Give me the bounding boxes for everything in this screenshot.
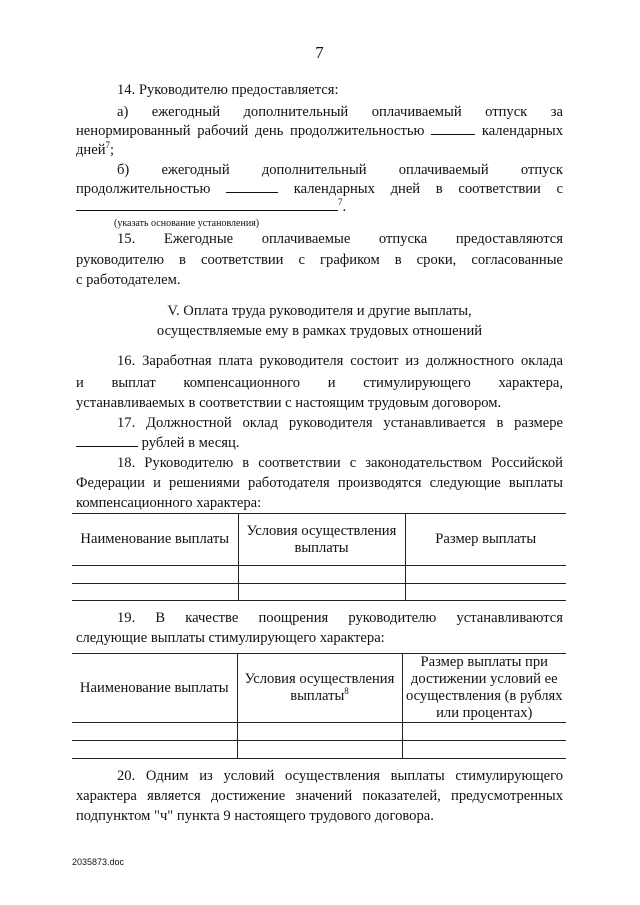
p14-b-line3 (76, 198, 563, 216)
p18-line3: компенсационного характера: (76, 495, 262, 511)
p20-line3: подпунктом "ч" пункта 9 настоящего трудового договора. (76, 808, 434, 824)
p19-line2: следующие выплаты стимулирующего характера: (76, 630, 385, 646)
text: ; (110, 142, 115, 158)
text: . (342, 199, 347, 215)
p14-b-line2 (76, 180, 563, 198)
p14-a-line3 (76, 141, 563, 159)
text: Условия осуществления выплаты (244, 671, 395, 704)
text: продолжительностью (76, 181, 211, 197)
p16-line3: устанавливаемых в соответствии с настоящим трудовым договором. (76, 395, 502, 411)
footnote-ref: 7 (338, 197, 343, 208)
incentive-table (72, 653, 566, 759)
header-conditions (237, 654, 402, 723)
text: дней (76, 142, 106, 158)
blank-field (226, 180, 278, 193)
cell (72, 741, 237, 759)
cell (237, 723, 402, 741)
table-row (72, 566, 566, 584)
p20-line1: 20. Одним из условий осуществления выплаты стимулирующего (117, 768, 563, 784)
table-row (72, 741, 566, 759)
cell (405, 566, 566, 584)
compensation-table (72, 513, 566, 601)
p17-line1: 17. Должностной оклад руководителя устанавливается в размере (117, 415, 563, 431)
basis-caption: (указать основание установления) (114, 218, 260, 229)
page-number: 7 (315, 43, 324, 62)
table-row (72, 584, 566, 601)
footnote-ref: 7 (105, 140, 111, 151)
p16-line2: и выплат компенсационного и стимулирующего характера, (76, 375, 563, 391)
p15-line2: руководителю в соответствии с графиком в сроки, согласованные (76, 252, 563, 268)
cell (72, 566, 238, 584)
cell (72, 723, 237, 741)
header-amount: Размер выплаты при достижении условий ее осуществления (в рублях или процентах) (402, 654, 566, 723)
text: календарных дней в соответствии с (293, 181, 563, 197)
section-heading-2: осуществляемые ему в рамках трудовых отношений (156, 323, 483, 339)
p14-title: 14. Руководителю предоставляется: (117, 82, 339, 98)
p15-line1: 15. Ежегодные оплачиваемые отпуска предоставляются (117, 231, 563, 247)
cell (405, 584, 566, 601)
p17-line2 (76, 434, 563, 452)
footnote-ref: 8 (344, 686, 349, 697)
text: рублей в месяц. (141, 435, 240, 451)
blank-basis-field (76, 198, 338, 211)
header-name: Наименование выплаты (72, 654, 237, 723)
table-header-row (72, 654, 566, 723)
blank-field (431, 122, 475, 135)
p18-line2: Федерации и решениями работодателя производятся следующие выплаты (76, 475, 563, 491)
table-header-row (72, 514, 566, 566)
p14-a-line1: а) ежегодный дополнительный оплачиваемый отпуск за (117, 104, 563, 120)
cell (402, 723, 566, 741)
cell (238, 566, 405, 584)
text: ненормированный рабочий день продолжительностью (76, 123, 425, 139)
p19-line1: 19. В качестве поощрения руководителю устанавливаются (117, 610, 563, 626)
table-row (72, 723, 566, 741)
text: календарных (481, 123, 563, 139)
header-conditions: Условия осуществления выплаты (238, 514, 405, 566)
p18-line1: 18. Руководителю в соответствии с законодательством Российской (117, 455, 563, 471)
p16-line1: 16. Заработная плата руководителя состоит из должностного оклада (117, 353, 563, 369)
footer-filename: 2035873.doc (72, 857, 125, 867)
cell (402, 741, 566, 759)
p14-b-line1: б) ежегодный дополнительный оплачиваемый отпуск (117, 162, 563, 178)
cell (72, 584, 238, 601)
header-name: Наименование выплаты (72, 514, 238, 566)
p15-line3: с работодателем. (76, 272, 181, 288)
p20-line2: характера является достижение значений показателей, предусмотренных (76, 788, 563, 804)
section-heading-1: V. Оплата труда руководителя и другие выплаты, (167, 303, 472, 319)
cell (237, 741, 402, 759)
header-amount: Размер выплаты (405, 514, 566, 566)
p14-a-line2 (76, 122, 563, 140)
blank-salary-field (76, 434, 138, 447)
cell (238, 584, 405, 601)
